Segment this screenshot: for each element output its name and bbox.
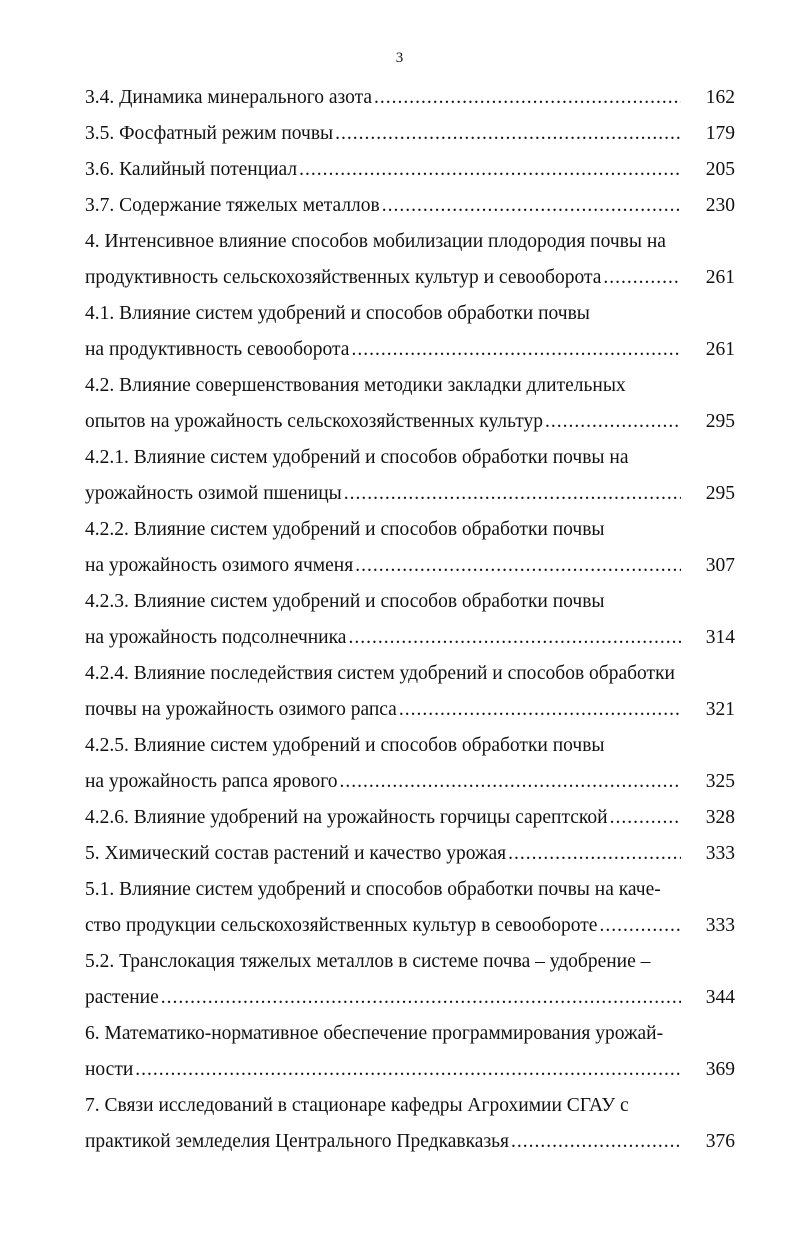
table-of-contents bbox=[85, 80, 735, 1160]
toc-entry-text: 4.2.5. Влияние систем удобрений и способов обработки почвы bbox=[85, 735, 605, 756]
toc-entry-text: 4.2.2. Влияние систем удобрений и способов обработки почвы bbox=[85, 519, 605, 540]
toc-page-number: 179 bbox=[705, 123, 735, 144]
dot-leader bbox=[599, 908, 681, 944]
toc-line bbox=[85, 224, 735, 260]
toc-line bbox=[85, 656, 735, 692]
toc-entry-text: урожайность озимой пшеницы bbox=[85, 483, 342, 504]
toc-entry-text: 4.1. Влияние систем удобрений и способов обработки почвы bbox=[85, 303, 590, 324]
toc-line bbox=[85, 980, 735, 1016]
toc-line bbox=[85, 260, 735, 296]
toc-entry-text: продуктивность сельскохозяйственных культур и севооборота bbox=[85, 267, 602, 288]
dot-leader bbox=[399, 692, 681, 728]
toc-page-number: 314 bbox=[705, 627, 735, 648]
toc-entry-text: практикой земледелия Центрального Предкавказья bbox=[85, 1131, 510, 1152]
toc-entry-text: 3.5. Фосфатный режим почвы bbox=[85, 123, 334, 144]
dot-leader bbox=[508, 836, 681, 872]
toc-line bbox=[85, 80, 735, 116]
toc-line bbox=[85, 404, 735, 440]
toc-page-number: 369 bbox=[705, 1059, 735, 1080]
toc-entry-text: 3.7. Содержание тяжелых металлов bbox=[85, 195, 380, 216]
dot-leader bbox=[355, 548, 681, 584]
toc-line bbox=[85, 944, 735, 980]
dot-leader bbox=[603, 260, 681, 296]
dot-leader bbox=[545, 404, 681, 440]
toc-page-number: 321 bbox=[705, 699, 735, 720]
toc-line bbox=[85, 836, 735, 872]
dot-leader bbox=[344, 476, 681, 512]
toc-entry-text: 3.4. Динамика минерального азота bbox=[85, 87, 372, 108]
toc-line bbox=[85, 512, 735, 548]
dot-leader bbox=[382, 188, 681, 224]
toc-line bbox=[85, 764, 735, 800]
toc-page-number: 162 bbox=[705, 87, 735, 108]
toc-line bbox=[85, 1052, 735, 1088]
toc-entry-text: опытов на урожайность сельскохозяйственных культур bbox=[85, 411, 543, 432]
toc-line bbox=[85, 188, 735, 224]
toc-entry-text: на урожайность подсолнечника bbox=[85, 627, 347, 648]
toc-entry-text: 5.1. Влияние систем удобрений и способов обработки почвы на каче- bbox=[85, 879, 661, 900]
toc-entry-text: 4.2.3. Влияние систем удобрений и способов обработки почвы bbox=[85, 591, 605, 612]
toc-page-number: 261 bbox=[705, 339, 735, 360]
toc-page-number: 295 bbox=[705, 483, 735, 504]
toc-line bbox=[85, 332, 735, 368]
toc-entry-text: ство продукции сельскохозяйственных культур в севообороте bbox=[85, 915, 598, 936]
toc-line bbox=[85, 1124, 735, 1160]
toc-line bbox=[85, 800, 735, 836]
toc-page-number: 333 bbox=[705, 843, 735, 864]
toc-entry-text: почвы на урожайность озимого рапса bbox=[85, 699, 397, 720]
dot-leader bbox=[351, 332, 681, 368]
toc-entry-text: 4.2.4. Влияние последействия систем удобрений и способов обработки bbox=[85, 663, 675, 684]
toc-line bbox=[85, 440, 735, 476]
toc-entry-text: 4.2. Влияние совершенствования методики закладки длительных bbox=[85, 375, 626, 396]
dot-leader bbox=[161, 980, 681, 1016]
toc-page-number: 344 bbox=[705, 987, 735, 1008]
toc-page-number: 230 bbox=[705, 195, 735, 216]
toc-line bbox=[85, 584, 735, 620]
toc-entry-text: на урожайность озимого ячменя bbox=[85, 555, 354, 576]
toc-line bbox=[85, 620, 735, 656]
toc-line bbox=[85, 116, 735, 152]
dot-leader bbox=[339, 764, 681, 800]
toc-line bbox=[85, 872, 735, 908]
dot-leader bbox=[135, 1052, 681, 1088]
toc-line bbox=[85, 548, 735, 584]
toc-entry-text: 4. Интенсивное влияние способов мобилизации плодородия почвы на bbox=[85, 231, 666, 252]
toc-entry-text: на урожайность рапса ярового bbox=[85, 771, 338, 792]
dot-leader bbox=[348, 620, 681, 656]
dot-leader bbox=[374, 80, 681, 116]
toc-entry-text: растение bbox=[85, 987, 159, 1008]
toc-line bbox=[85, 908, 735, 944]
toc-line bbox=[85, 1016, 735, 1052]
toc-page-number: 295 bbox=[705, 411, 735, 432]
toc-page-number: 333 bbox=[705, 915, 735, 936]
toc-entry-text: 4.2.6. Влияние удобрений на урожайность горчицы сарептской bbox=[85, 807, 608, 828]
toc-line bbox=[85, 152, 735, 188]
toc-entry-text: 5.2. Транслокация тяжелых металлов в системе почва – удобрение – bbox=[85, 951, 651, 972]
toc-page-number: 328 bbox=[705, 807, 735, 828]
toc-line bbox=[85, 296, 735, 332]
toc-entry-text: 4.2.1. Влияние систем удобрений и способов обработки почвы на bbox=[85, 447, 629, 468]
toc-entry-text: 5. Химический состав растений и качество урожая bbox=[85, 843, 507, 864]
dot-leader bbox=[511, 1124, 681, 1160]
toc-entry-text: ности bbox=[85, 1059, 134, 1080]
dot-leader bbox=[299, 152, 681, 188]
toc-line bbox=[85, 1088, 735, 1124]
toc-entry-text: на продуктивность севооборота bbox=[85, 339, 350, 360]
dot-leader bbox=[610, 800, 681, 836]
toc-entry-text: 3.6. Калийный потенциал bbox=[85, 159, 298, 180]
toc-line bbox=[85, 728, 735, 764]
page-number: 3 bbox=[395, 50, 404, 66]
dot-leader bbox=[335, 116, 681, 152]
toc-line bbox=[85, 476, 735, 512]
toc-entry-text: 6. Математико-нормативное обеспечение программирования урожай- bbox=[85, 1023, 664, 1044]
toc-line bbox=[85, 368, 735, 404]
toc-line bbox=[85, 692, 735, 728]
toc-page-number: 205 bbox=[705, 159, 735, 180]
toc-page-number: 261 bbox=[705, 267, 735, 288]
toc-entry-text: 7. Связи исследований в стационаре кафедры Агрохимии СГАУ с bbox=[85, 1095, 629, 1116]
toc-page-number: 307 bbox=[705, 555, 735, 576]
toc-page-number: 325 bbox=[705, 771, 735, 792]
toc-page-number: 376 bbox=[705, 1131, 735, 1152]
